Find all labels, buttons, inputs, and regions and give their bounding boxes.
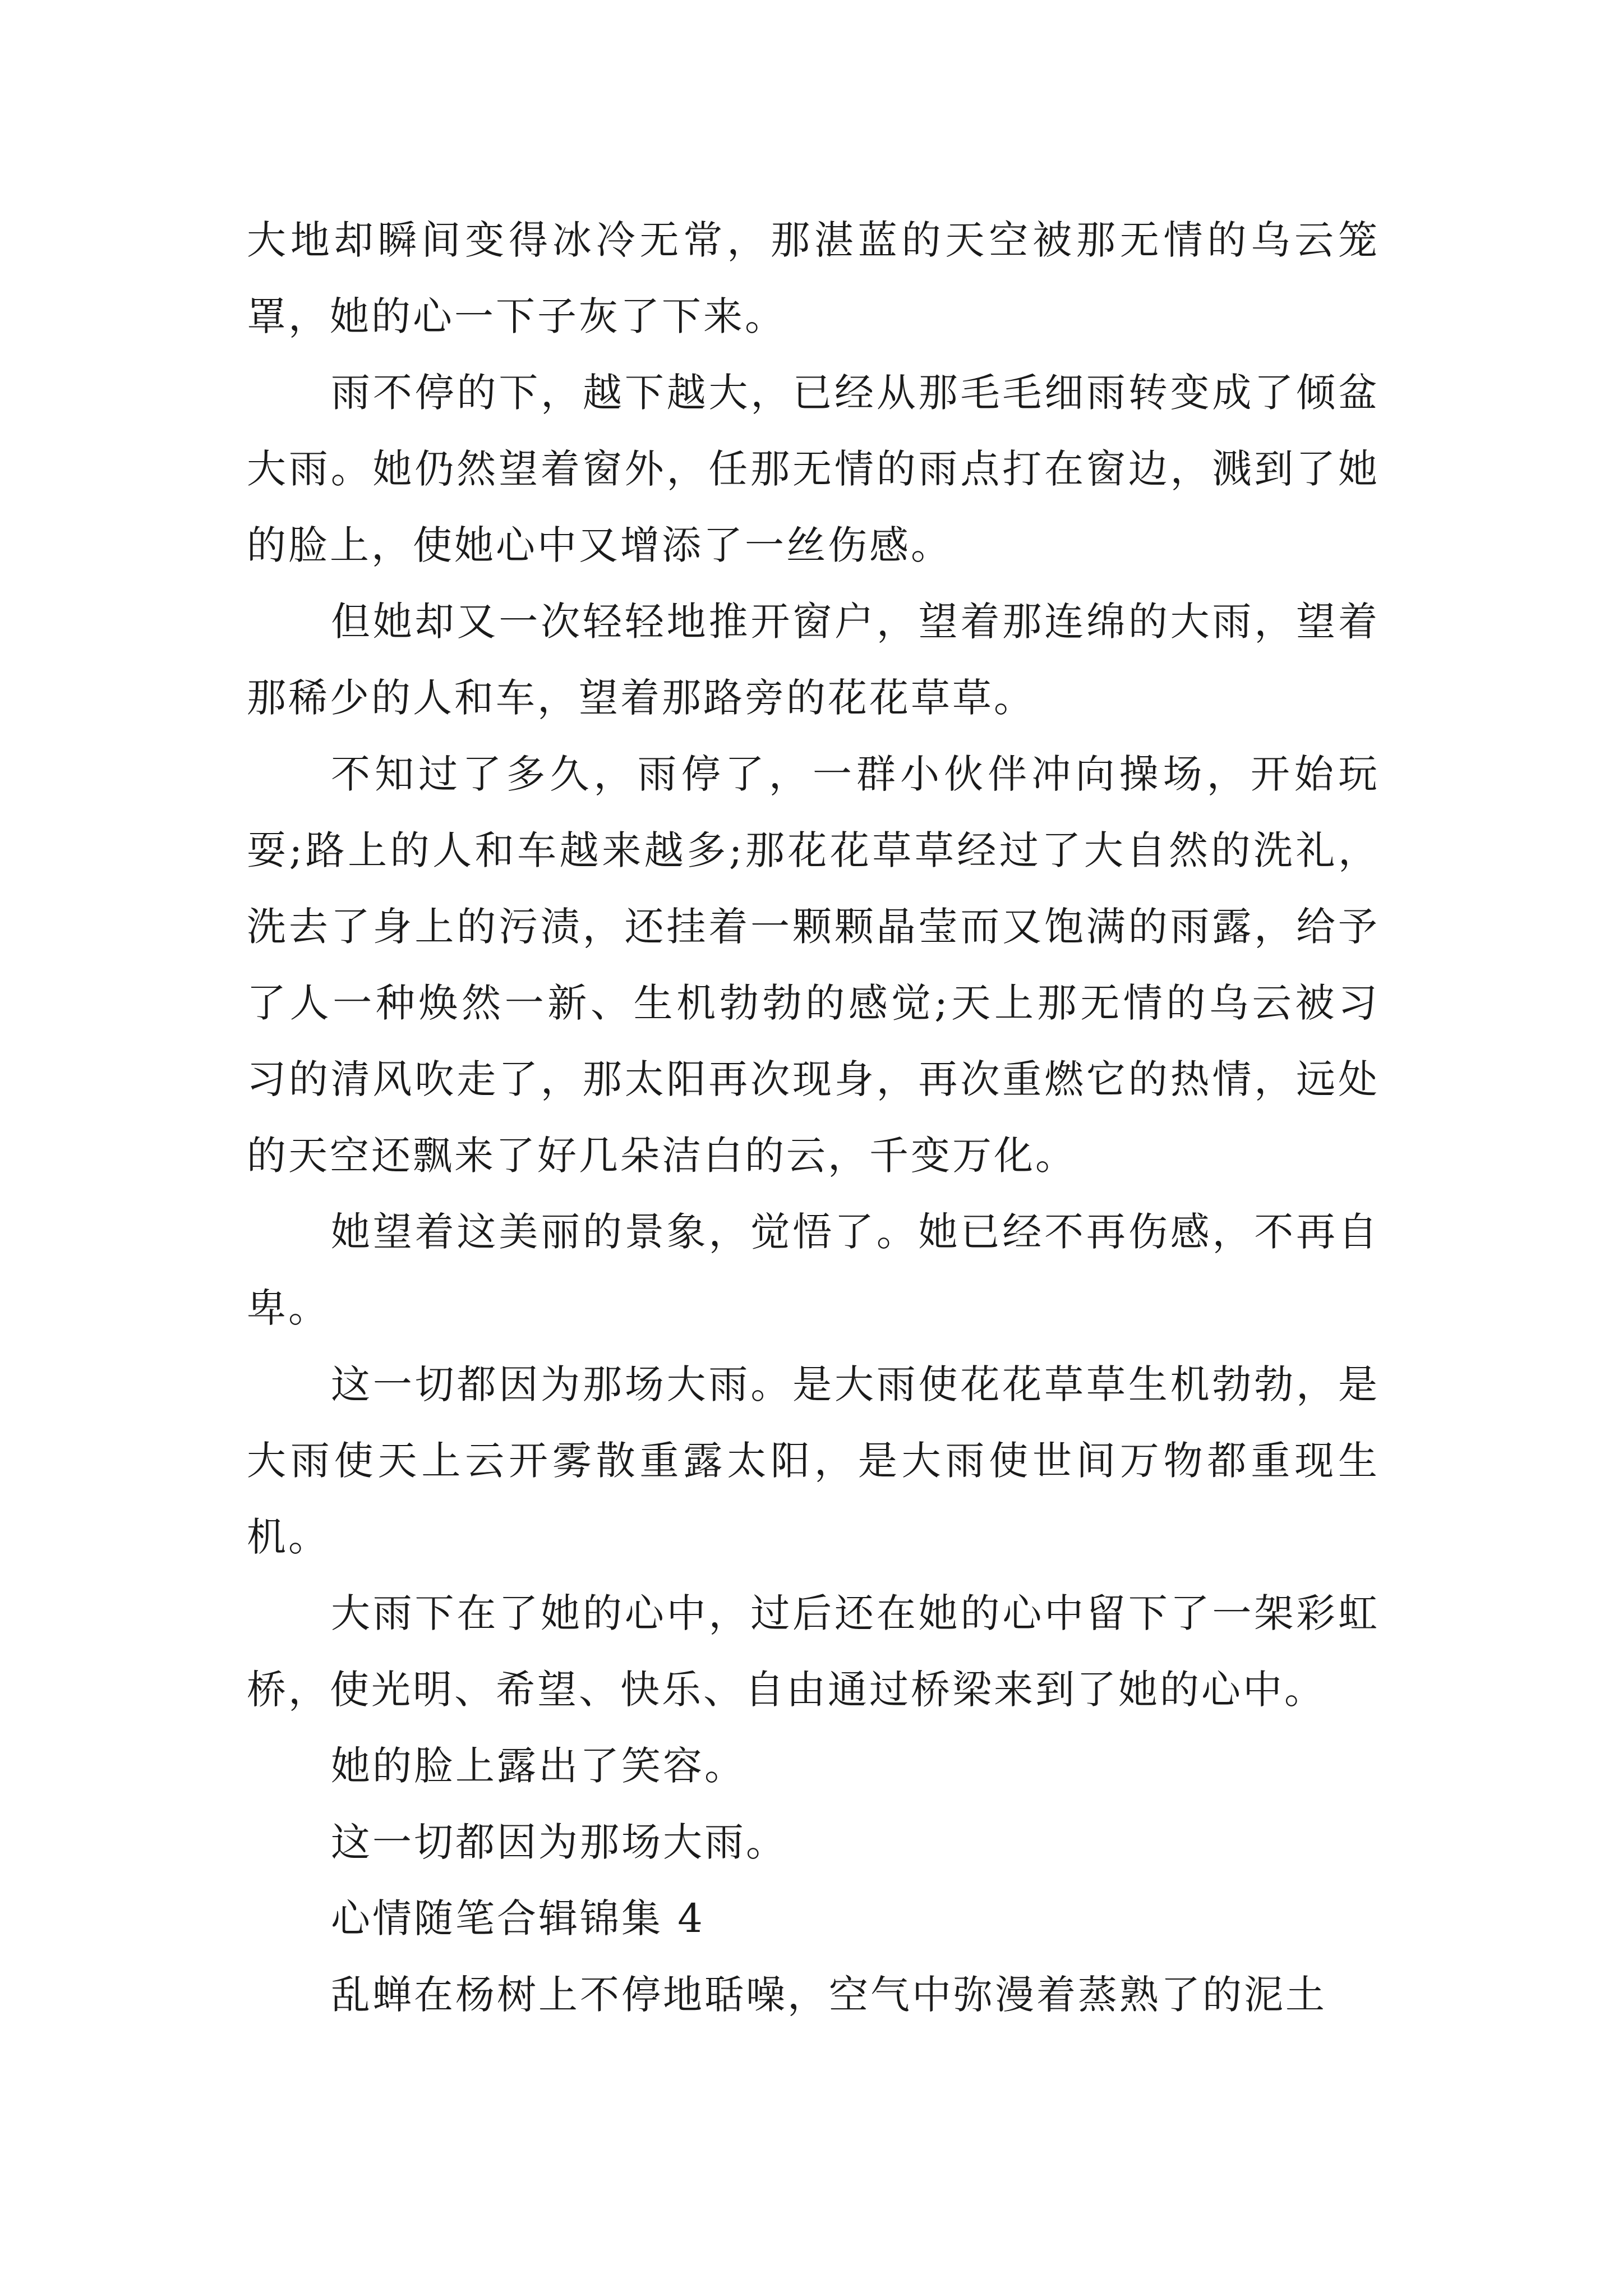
paragraph: 她望着这美丽的景象，觉悟了。她已经不再伤感，不再自卑。: [247, 1209, 1380, 1331]
paragraph: 大地却瞬间变得冰冷无常，那湛蓝的天空被那无情的乌云笼罩，她的心一下子灰了下来。: [247, 217, 1380, 339]
paragraph: 但她却又一次轻轻地推开窗户，望着那连绵的大雨，望着那稀少的人和车，望着那路旁的花花草草。: [247, 599, 1380, 721]
paragraph: 乱蝉在杨树上不停地聒噪，空气中弥漫着蒸熟了的泥土: [331, 1972, 1327, 2018]
paragraph: 她的脸上露出了笑容。: [331, 1743, 746, 1789]
body-text: [247, 202, 1380, 2033]
paragraph: 这一切都因为那场大雨。是大雨使花花草草生机勃勃，是大雨使天上云开雾散重露太阳，是大雨使世间万物都重现生机。: [247, 1361, 1380, 1560]
paragraph: 雨不停的下，越下越大，已经从那毛毛细雨转变成了倾盆大雨。她仍然望着窗外，任那无情的雨点打在窗边，溅到了她的脸上，使她心中又增添了一丝伤感。: [247, 370, 1380, 568]
paragraph: 大雨下在了她的心中，过后还在她的心中留下了一架彩虹桥，使光明、希望、快乐、自由通过桥梁来到了她的心中。: [247, 1590, 1380, 1713]
paragraph: 这一切都因为那场大雨。: [331, 1819, 787, 1865]
paragraph: 不知过了多久，雨停了，一群小伙伴冲向操场，开始玩耍;路上的人和车越来越多;那花花草草经过了大自然的洗礼，洗去了身上的污渍，还挂着一颗颗晶莹而又饱满的雨露，给予了人一种焕然一新、生机勃勃的感觉;天上那无情的乌云被习习的清风吹走了，那太阳再次现身，再次重燃它的热情，远处的天空还飘来了好几朵洁白的云，千变万化。: [247, 751, 1380, 1179]
section-heading: 心情随笔合辑锦集 4: [331, 1895, 705, 1941]
